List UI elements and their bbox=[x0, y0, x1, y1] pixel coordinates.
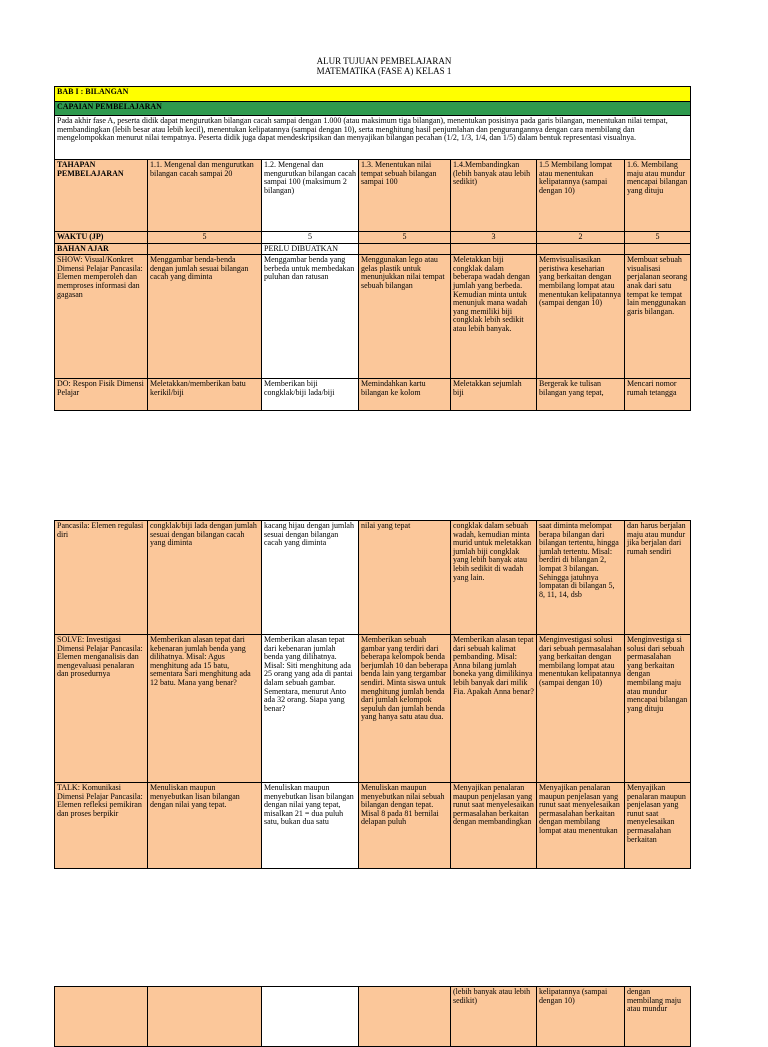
talk-cell: Menyajikan penalaran maupun penjelasan yang runut saat menyelesaikan permasalahan berkaitan dengan membilang lompat atau menentukan bbox=[537, 783, 625, 869]
cont-cell: (lebih banyak atau lebih sedikit) bbox=[451, 987, 537, 1047]
do-cell: congklak/biji lada dengan jumlah sesuai dengan bilangan cacah yang diminta bbox=[148, 521, 262, 635]
do-cell: Memindahkan kartu bilangan ke kolom bbox=[359, 379, 451, 411]
talk-cell: Menyajikan penalaran maupun penjelasan yang runut saat menyelesaikan permasalahan berkaitan bbox=[625, 783, 691, 869]
tahapan-cell: 1.6. Membilang maju atau mundur mencapai bilangan yang dituju bbox=[625, 160, 691, 232]
do-cell: congklak dalam sebuah wadah, kemudian minta murid untuk meletakkan jumlah biji congklak yang lebih banyak atau lebih sedikit di wadah yang lain. bbox=[451, 521, 537, 635]
talk-cell: Menyajikan penalaran maupun penjelasan yang runut saat menyelesaikan permasalahan berkaitan dengan membandingkan bbox=[451, 783, 537, 869]
bahan-cell bbox=[537, 243, 625, 255]
solve-cell: Memberikan alasan tepat dari kebenaran jumlah benda yang dilihatnya. Misal: Siti menghitung ada 25 orang yang ada di pantai dalam sebuah gambar. Sementara, menurut Anto ada 32 orang. Siapa yang benar? bbox=[262, 635, 359, 783]
bahan-cell bbox=[148, 243, 262, 255]
bahan-cell bbox=[359, 243, 451, 255]
atp-table-page-2 bbox=[54, 520, 691, 869]
bahan-cell bbox=[451, 243, 537, 255]
capaian-header: CAPAIAN PEMBELAJARAN bbox=[55, 102, 691, 116]
talk-label: TALK: Komunikasi Dimensi Pelajar Pancasila: Elemen refleksi pemikiran dan proses berpikir bbox=[55, 783, 148, 869]
waktu-cell: 5 bbox=[625, 232, 691, 244]
cont-cell: dengan membilang maju atau mundur bbox=[625, 987, 691, 1047]
solve-cell: Memberikan alasan tepat dari sebuah kalimat pembanding. Misal: Anna bilang jumlah boneka yang dimilikinya lebih banyak dari milik Fia. Apakah Anna benar? bbox=[451, 635, 537, 783]
show-label: SHOW: Visual/Konkret Dimensi Pelajar Pancasila: Elemen memperoleh dan memproses informasi dan gagasan bbox=[55, 255, 148, 379]
waktu-cell: 2 bbox=[537, 232, 625, 244]
cont-label bbox=[55, 987, 148, 1047]
show-cell: Membuat sebuah visualisasi perjalanan seorang anak dari satu tempat ke tempat lain menggunakan garis bilangan. bbox=[625, 255, 691, 379]
solve-cell: Menginvestiga si solusi dari sebuah permasalahan yang berkaitan dengan membilang maju atau mundur mencapai bilangan yang dituju bbox=[625, 635, 691, 783]
waktu-cell: 5 bbox=[359, 232, 451, 244]
bahan-cell bbox=[625, 243, 691, 255]
show-cell: Menggunakan lego atau gelas plastik untuk menunjukkan nilai tempat sebuah bilangan bbox=[359, 255, 451, 379]
cont-cell bbox=[359, 987, 451, 1047]
do-label: DO: Respon Fisik Dimensi Pelajar bbox=[55, 379, 148, 411]
waktu-cell: 5 bbox=[262, 232, 359, 244]
cont-cell bbox=[262, 987, 359, 1047]
do-cell: Mencari nomor rumah tetangga bbox=[625, 379, 691, 411]
atp-table-page-1 bbox=[54, 86, 691, 411]
do-cell: Meletakkan/memberikan batu kerikil/biji bbox=[148, 379, 262, 411]
tahapan-cell: 1.5 Membilang lompat atau menentukan kelipatannya (sampai dengan 10) bbox=[537, 160, 625, 232]
do-cell: Memberikan biji congklak/biji lada/biji bbox=[262, 379, 359, 411]
waktu-label: WAKTU (JP) bbox=[55, 232, 148, 244]
cont-cell: kelipatannya (sampai dengan 10) bbox=[537, 987, 625, 1047]
tahapan-cell: 1.1. Mengenal dan mengurutkan bilangan cacah sampai 20 bbox=[148, 160, 262, 232]
tahapan-cell: 1.3. Menentukan nilai tempat sebuah bilangan sampai 100 bbox=[359, 160, 451, 232]
document-title-line-2: MATEMATIKA (FASE A) KELAS 1 bbox=[316, 66, 452, 76]
talk-cell: Menuliskan maupun menyebutkan lisan bilangan dengan nilai yang tepat. bbox=[148, 783, 262, 869]
tahapan-cell: 1.4.Membandingkan (lebih banyak atau lebih sedikit) bbox=[451, 160, 537, 232]
cont-cell bbox=[148, 987, 262, 1047]
do-cell: saat diminta melompat berapa bilangan dari bilangan tertentu, hingga jumlah tertentu. Misal: berdiri di bilangan 2, lompat 3 bilangan. Sehingga jatuhnya lompatan di bilangan 5, 8, 11, 14, dsb bbox=[537, 521, 625, 635]
tahapan-label: TAHAPAN PEMBELAJARAN bbox=[55, 160, 148, 232]
document-title-line-1: ALUR TUJUAN PEMBELAJARAN bbox=[316, 56, 452, 66]
bab-header: BAB I : BILANGAN bbox=[55, 87, 691, 102]
do-cell: Meletakkan sejumlah biji bbox=[451, 379, 537, 411]
do-cell: kacang hijau dengan jumlah sesuai dengan bilangan cacah yang diminta bbox=[262, 521, 359, 635]
solve-cell: Menginvestigasi solusi dari sebuah permasalahan yang berkaitan dengan membilang lompat atau menentukan kelipatannya (sampai dengan 10) bbox=[537, 635, 625, 783]
do-cell: Bergerak ke tulisan bilangan yang tepat, bbox=[537, 379, 625, 411]
waktu-cell: 3 bbox=[451, 232, 537, 244]
do-cell: dan harus berjalan maju atau mundur jika berjalan dari rumah sendiri bbox=[625, 521, 691, 635]
atp-table-page-3 bbox=[54, 986, 691, 1047]
solve-cell: Memberikan sebuah gambar yang terdiri dari beberapa kelompok benda berjumlah 10 dan beberapa benda lain yang tergambar sendiri. Minta siswa untuk menghitung jumlah benda dari jumlah kelompok sepuluh dan jumlah benda yang hanya satu atau dua. bbox=[359, 635, 451, 783]
tahapan-cell: 1.2. Mengenal dan mengurutkan bilangan cacah sampai 100 (maksimum 2 bilangan) bbox=[262, 160, 359, 232]
talk-cell: Menuliskan maupun menyebutkan nilai sebuah bilangan dengan tepat. Misal 8 pada 81 bernilai delapan puluh bbox=[359, 783, 451, 869]
do-label-cont: Pancasila: Elemen regulasi diri bbox=[55, 521, 148, 635]
waktu-cell: 5 bbox=[148, 232, 262, 244]
capaian-description: Pada akhir fase A, peserta didik dapat mengurutkan bilangan cacah sampai dengan 1.000 (atau maksimum tiga bilangan), menentukan posisinya pada garis bilangan, menentukan nilai tempat, membandingkan (lebih besar atau lebih kecil), menentukan kelipatannya (sampai dengan 10), serta menghitung hasil penjumlahan dan pengurangannya dengan cara membilang dan mengelompokkan menurut nilai tempatnya. Peserta didik juga dapat mendeskripsikan dan menyajikan bilangan pecahan (1/2, 1/3, 1/4, dan 1/5) dalam bentuk representasi visualnya. bbox=[55, 116, 691, 160]
show-cell: Meletakkan biji congklak dalam beberapa wadah dengan jumlah yang berbeda. Kemudian minta untuk menunjuk mana wadah yang memiliki biji congklak lebih sedikit atau lebih banyak. bbox=[451, 255, 537, 379]
bahan-note: PERLU DIBUATKAN bbox=[262, 243, 359, 255]
talk-cell: Menuliskan maupun menyebutkan lisan bilangan dengan nilai yang tepat, misalkan 21 = dua puluh satu, bukan dua satu bbox=[262, 783, 359, 869]
solve-cell: Memberikan alasan tepat dari kebenaran jumlah benda yang dilihatnya. Misal: Agus menghitung ada 15 batu, sementara Sari menghitung ada 12 batu. Mana yang benar? bbox=[148, 635, 262, 783]
show-cell: Menggambar benda yang berbeda untuk membedakan puluhan dan ratusan bbox=[262, 255, 359, 379]
do-cell: nilai yang tepat bbox=[359, 521, 451, 635]
solve-label: SOLVE: Investigasi Dimensi Pelajar Pancasila: Elemen menganalisis dan mengevaluasi penalaran dan prosedurnya bbox=[55, 635, 148, 783]
show-cell: Menggambar benda-benda dengan jumlah sesuai bilangan cacah yang diminta bbox=[148, 255, 262, 379]
bahan-label: BAHAN AJAR bbox=[55, 243, 148, 255]
show-cell: Memvisualisasikan peristiwa keseharian yang berkaitan dengan membilang lompat atau menentukan kelipatannya (sampai dengan 10) bbox=[537, 255, 625, 379]
